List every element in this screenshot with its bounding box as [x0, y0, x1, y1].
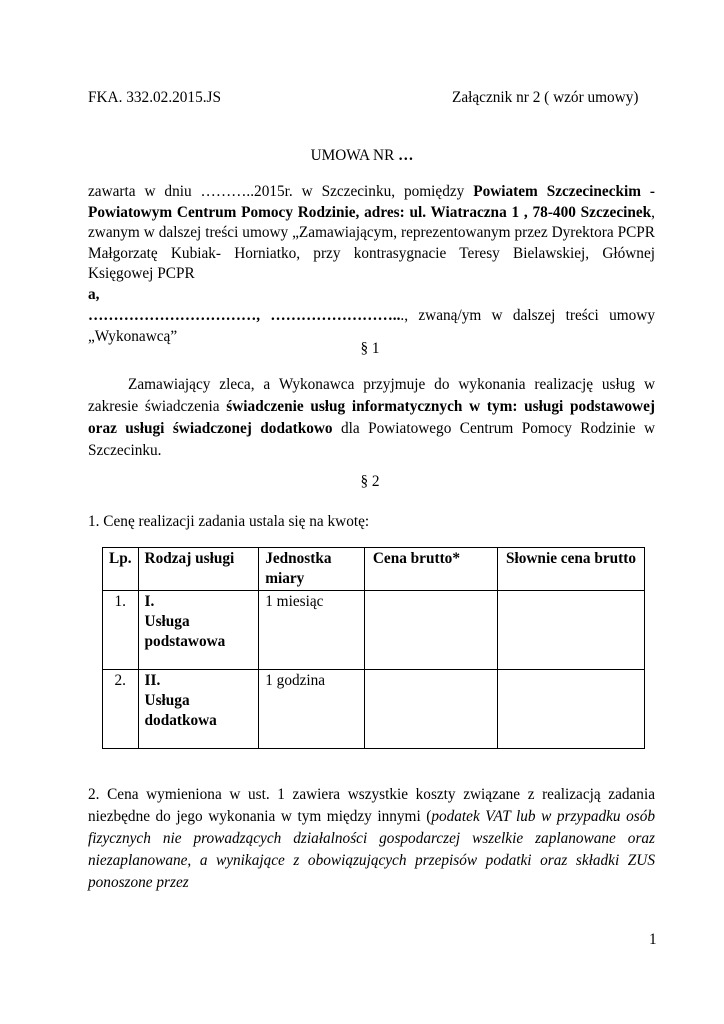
intro-paragraph: [88, 182, 655, 285]
section-2-point-2: [88, 784, 655, 894]
table-row: [103, 591, 645, 670]
section-1-text-start: Zamawiający zleca, a Wykonawca przyjmuje do wykonania realizację usług w zakresie świadczenia: [88, 376, 655, 415]
attachment-label: Załącznik nr 2 ( wzór umowy): [452, 89, 639, 106]
table-header-row: [103, 548, 645, 591]
table-row: [103, 670, 645, 749]
service-type-cell: [138, 670, 259, 749]
document-reference: FKA. 332.02.2015.JS: [88, 89, 222, 106]
table-header-price-in-words: Słownie cena brutto: [497, 548, 644, 591]
gross-price-cell[interactable]: [364, 670, 497, 749]
contractor-placeholder: ……………………………, ……………………..: [88, 307, 401, 324]
point-2-italic-text: podatek VAT lub w przypadku osób fizycznych nie prowadzących działalności gospodarczej wszelkie zaplanowane oraz niezaplanowane, a wynikające z obowiązujących przepisów podatki oraz składki ZUS ponoszone przez: [88, 808, 656, 891]
table-header-unit: Jednostka miary: [259, 548, 365, 591]
and-word: a,: [88, 286, 100, 303]
service-scope: świadczenie usług informatycznych w tym: usługi podstawowej oraz usługi świadczonej dodatkowo: [88, 398, 655, 437]
service-type-number: I.: [144, 593, 155, 610]
point-2-text: 2. Cena wymieniona w ust. 1 zawiera wszystkie koszty związane z realizacją zadania niezbędne do jego wykonania w tym między innymi (: [88, 786, 655, 825]
service-type-number: II.: [144, 672, 161, 689]
contract-title: [0, 146, 724, 165]
price-in-words-cell[interactable]: [497, 670, 644, 749]
contract-number-placeholder: …: [398, 147, 414, 164]
intro-text-rest: , zwanym w dalszej treści umowy „Zamawiającym, reprezentowanym przez Dyrektora PCPR Małgorzatę Kubiak- Horniatko, przy kontrasygnacie Teresy Bielawskiej, Głównej Księgowej PCPR: [88, 203, 655, 282]
service-type-cell: [138, 591, 259, 670]
contract-title-text: UMOWA NR: [310, 147, 399, 164]
ordering-party-name: Powiatem Szczecineckim - Powiatowym Centrum Pomocy Rodzinie, adres: ul. Wiatraczna 1 , 78-400 Szczecinek: [88, 183, 655, 221]
unit-cell: 1 miesiąc: [259, 591, 365, 670]
service-type-name: Usługa dodatkowa: [144, 692, 217, 729]
section-1-mark: § 1: [360, 340, 380, 357]
table-header-service-type: Rodzaj usługi: [138, 548, 259, 591]
table-header-lp: Lp.: [103, 548, 139, 591]
section-1-text-end: dla Powiatowego Centrum Pomocy Rodzinie w Szczecinku.: [88, 420, 655, 459]
row-number: 2.: [103, 670, 139, 749]
section-1-paragraph: [88, 374, 655, 462]
contractor-text: ., zwaną/ym w dalszej treści umowy: [400, 307, 655, 324]
row-number: 1.: [103, 591, 139, 670]
contractor-name: „Wykonawcą”: [88, 328, 178, 345]
table-header-gross-price: Cena brutto*: [364, 548, 497, 591]
service-type-name: Usługa podstawowa: [144, 613, 226, 650]
section-2-mark: § 2: [360, 473, 380, 490]
contractor-line: [88, 306, 655, 325]
price-in-words-cell[interactable]: [497, 591, 644, 670]
unit-cell: 1 godzina: [259, 670, 365, 749]
section-2-point-1: 1. Cenę realizacji zadania ustala się na kwotę:: [88, 513, 370, 530]
page-number: 1: [649, 931, 657, 948]
price-table: [102, 547, 645, 749]
gross-price-cell[interactable]: [364, 591, 497, 670]
intro-text-start: zawarta w dniu ………..2015r. w Szczecinku, pomiędzy: [88, 183, 474, 200]
